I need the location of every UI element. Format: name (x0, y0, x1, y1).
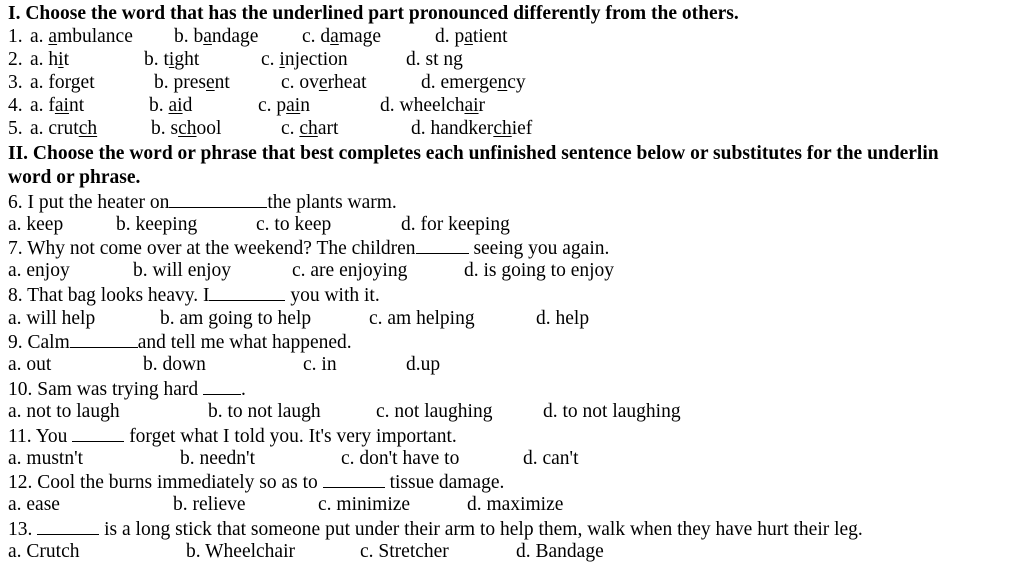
option: d. wheelchair (380, 95, 486, 116)
underlined-part: i (168, 49, 175, 70)
underlined-part: a (48, 26, 58, 47)
section-2-heading: II. Choose the word or phrase that best completes each unfinished sentence below or substitutes for the underlin (8, 143, 939, 164)
question-text-end: you with it. (285, 285, 380, 306)
option: a. hit (30, 49, 69, 70)
underlined-part: ai (54, 95, 69, 116)
underlined-part: a (203, 26, 212, 47)
section-1-heading: I. Choose the word that has the underlined part pronounced differently from the others. (8, 3, 739, 24)
question-number: 2. (8, 49, 23, 70)
underlined-part: ch (78, 118, 98, 139)
question-12 (8, 470, 504, 493)
option: b. will enjoy (133, 260, 232, 281)
option: b. present (154, 72, 230, 93)
question-8 (8, 283, 380, 306)
option: d. help (536, 308, 590, 329)
underlined-part: ch (299, 118, 318, 139)
underlined-part: ai (464, 95, 479, 116)
option: b. needn't (180, 448, 255, 469)
option: c. damage (302, 26, 382, 47)
underlined-part: i (58, 49, 64, 70)
question-text: 13. (8, 519, 38, 540)
option: c. don't have to (341, 448, 460, 469)
question-number: 5. (8, 118, 23, 139)
question-text-end: the plants warm. (267, 192, 397, 213)
option: d. st ng (406, 49, 463, 70)
option: b. to not laugh (208, 401, 321, 422)
option: c. pain (258, 95, 310, 116)
underlined-part: e (318, 72, 328, 93)
answer-blank (70, 330, 138, 348)
option: d. can't (523, 448, 579, 469)
answer-blank (209, 283, 285, 301)
option: c. Stretcher (360, 541, 449, 562)
option: b. aid (149, 95, 193, 116)
option: a. faint (30, 95, 85, 116)
question-text-end: forget what I told you. It's very important. (124, 426, 457, 447)
question-7 (8, 236, 609, 259)
option: b. Wheelchair (186, 541, 296, 562)
question-text-end: tissue damage. (384, 472, 505, 493)
option: a. Crutch (8, 541, 80, 562)
option: b. down (143, 354, 206, 375)
option: d. to not laughing (543, 401, 681, 422)
option: a. ease (8, 494, 60, 515)
underlined-part: n (497, 72, 508, 93)
answer-blank (203, 377, 241, 395)
question-text-end: and tell me what happened. (137, 332, 352, 353)
question-number: 3. (8, 72, 23, 93)
option: a. crutch (30, 118, 98, 139)
question-number: 1. (8, 26, 23, 47)
option: c. overheat (281, 72, 367, 93)
option: a. ambulance (30, 26, 133, 47)
question-text-end: seeing you again. (468, 238, 610, 259)
underlined-part: e (206, 72, 215, 93)
option: d. emergency (421, 72, 526, 93)
option: a. forget (30, 72, 95, 93)
answer-blank (323, 470, 385, 488)
option: c. am helping (369, 308, 475, 329)
underlined-part: a (330, 26, 339, 47)
option: c. in (303, 354, 337, 375)
option: a. not to laugh (8, 401, 120, 422)
option: d. is going to enjoy (464, 260, 615, 281)
question-text: 9. Calm (8, 332, 70, 353)
question-text-end: is a long stick that someone put under their arm to help them, walk when they have hurt their leg. (99, 519, 863, 540)
answer-blank (72, 424, 124, 442)
answer-blank (37, 517, 99, 535)
option: c. to keep (256, 214, 332, 235)
option: b. tight (144, 49, 200, 70)
question-text: 12. Cool the burns immediately so as to (8, 472, 323, 493)
question-number: 4. (8, 95, 23, 116)
option: c. not laughing (376, 401, 493, 422)
question-11 (8, 424, 457, 447)
option: b. relieve (173, 494, 246, 515)
option: c. chart (281, 118, 339, 139)
option: a. mustn't (8, 448, 84, 469)
option: c. injection (261, 49, 348, 70)
underlined-part: ch (178, 118, 197, 139)
question-9 (8, 330, 352, 353)
answer-blank (169, 190, 267, 208)
option: b. school (151, 118, 222, 139)
option: a. out (8, 354, 52, 375)
question-text-end: . (240, 379, 246, 400)
option: d. handkerchief (411, 118, 533, 139)
option: d. maximize (467, 494, 564, 515)
option: b. bandage (174, 26, 259, 47)
question-text: 11. You (8, 426, 73, 447)
option: b. am going to help (160, 308, 312, 329)
question-text: 7. Why not come over at the weekend? The children (8, 238, 416, 259)
underlined-part: a (464, 26, 473, 47)
question-text: 8. That bag looks heavy. I (8, 285, 210, 306)
option: b. keeping (116, 214, 198, 235)
underlined-part: g (70, 72, 81, 93)
answer-blank (416, 236, 469, 254)
question-13 (8, 517, 863, 540)
question-6 (8, 190, 397, 213)
underlined-part: ai (168, 95, 183, 116)
option: a. enjoy (8, 260, 70, 281)
option: d.up (406, 354, 441, 375)
option: a. will help (8, 308, 96, 329)
option: c. minimize (318, 494, 411, 515)
underlined-part: ch (493, 118, 512, 139)
question-text: 10. Sam was trying hard (8, 379, 203, 400)
option: d. for keeping (401, 214, 510, 235)
option: d. Bandage (516, 541, 604, 562)
section-2-heading-continued: word or phrase. (8, 167, 141, 188)
option: d. patient (435, 26, 508, 47)
question-10 (8, 377, 246, 400)
underlined-part: ai (286, 95, 301, 116)
question-text: 6. I put the heater on (8, 192, 170, 213)
option: a. keep (8, 214, 64, 235)
underlined-part: i (279, 49, 285, 70)
option: c. are enjoying (292, 260, 408, 281)
